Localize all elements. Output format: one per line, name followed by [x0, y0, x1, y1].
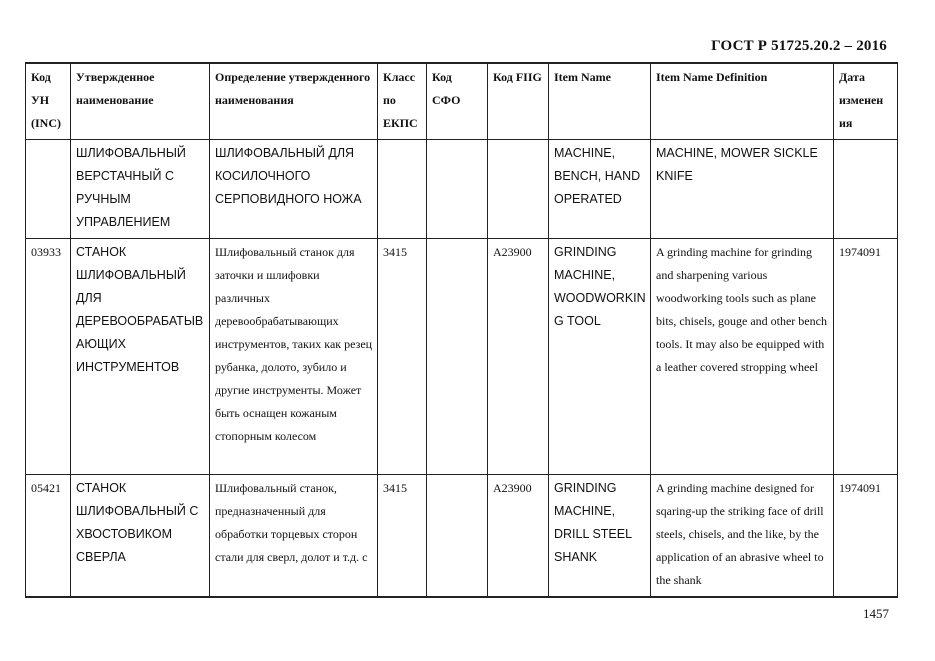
cell-approved-name: СТАНОК ШЛИФОВАЛЬНЫЙ ДЛЯ ДЕРЕВООБРАБАТЫВАЮЩИХ ИНСТРУМЕНТОВ	[71, 239, 210, 475]
cell-inc: 05421	[26, 475, 71, 598]
cell-ekps-class	[378, 140, 427, 239]
cell-item-name: GRINDING MACHINE, WOODWORKING TOOL	[549, 239, 651, 475]
cell-item-name-definition: A grinding machine for grinding and sharpening various woodworking tools such as plane bits, chisels, gouge and other bench tools. It may also be equipped with a leather covered stropping wheel	[651, 239, 834, 475]
cell-change-date: 1974091	[834, 239, 898, 475]
header-definition: Определение утвержденного наименования	[210, 63, 378, 140]
cell-ekps-class: 3415	[378, 239, 427, 475]
table-row	[26, 239, 898, 475]
header-item-name-definition: Item Name Definition	[651, 63, 834, 140]
cell-change-date: 1974091	[834, 475, 898, 598]
document-standard-code: ГОСТ Р 51725.20.2 – 2016	[711, 38, 887, 54]
cell-approved-name: ШЛИФОВАЛЬНЫЙ ВЕРСТАЧНЫЙ С РУЧНЫМ УПРАВЛЕНИЕМ	[71, 140, 210, 239]
cell-definition: Шлифовальный станок для заточки и шлифовки различных деревообрабатывающих инструментов, таких как резец рубанка, долото, зубило и другие инструменты. Может быть оснащен кожаным стопорным колесом	[210, 239, 378, 475]
cell-inc	[26, 140, 71, 239]
cell-item-name-definition: MACHINE, MOWER SICKLE KNIFE	[651, 140, 834, 239]
cell-sfo-code	[427, 140, 488, 239]
header-item-name: Item Name	[549, 63, 651, 140]
cell-ekps-class: 3415	[378, 475, 427, 598]
cell-inc: 03933	[26, 239, 71, 475]
cell-item-name-definition: A grinding machine designed for sqaring-up the striking face of drill steels, chisels, and the like, by the application of an abrasive wheel to the shank	[651, 475, 834, 598]
cell-definition: ШЛИФОВАЛЬНЫЙ ДЛЯ КОСИЛОЧНОГО СЕРПОВИДНОГО НОЖА	[210, 140, 378, 239]
cell-fiig-code: A23900	[488, 239, 549, 475]
cell-item-name: MACHINE, BENCH, HAND OPERATED	[549, 140, 651, 239]
cell-sfo-code	[427, 239, 488, 475]
cell-change-date	[834, 140, 898, 239]
header-sfo-code: Код СФО	[427, 63, 488, 140]
catalog-table	[25, 62, 898, 598]
table-row	[26, 475, 898, 598]
header-change-date: Дата изменен ия	[834, 63, 898, 140]
cell-item-name: GRINDING MACHINE, DRILL STEEL SHANK	[549, 475, 651, 598]
header-approved-name: Утвержденное наименование	[71, 63, 210, 140]
cell-fiig-code	[488, 140, 549, 239]
cell-sfo-code	[427, 475, 488, 598]
table-header-row	[26, 63, 898, 140]
page-number: 1457	[863, 606, 889, 621]
cell-definition: Шлифовальный станок, предназначенный для обработки торцевых сторон стали для сверл, долот и т.д. с	[210, 475, 378, 598]
table-row	[26, 140, 898, 239]
header-fiig-code: Код FIIG	[488, 63, 549, 140]
header-inc: Код УН (INC)	[26, 63, 71, 140]
cell-fiig-code: A23900	[488, 475, 549, 598]
cell-approved-name: СТАНОК ШЛИФОВАЛЬНЫЙ С ХВОСТОВИКОМ СВЕРЛА	[71, 475, 210, 598]
header-ekps-class: Класс по ЕКПС	[378, 63, 427, 140]
